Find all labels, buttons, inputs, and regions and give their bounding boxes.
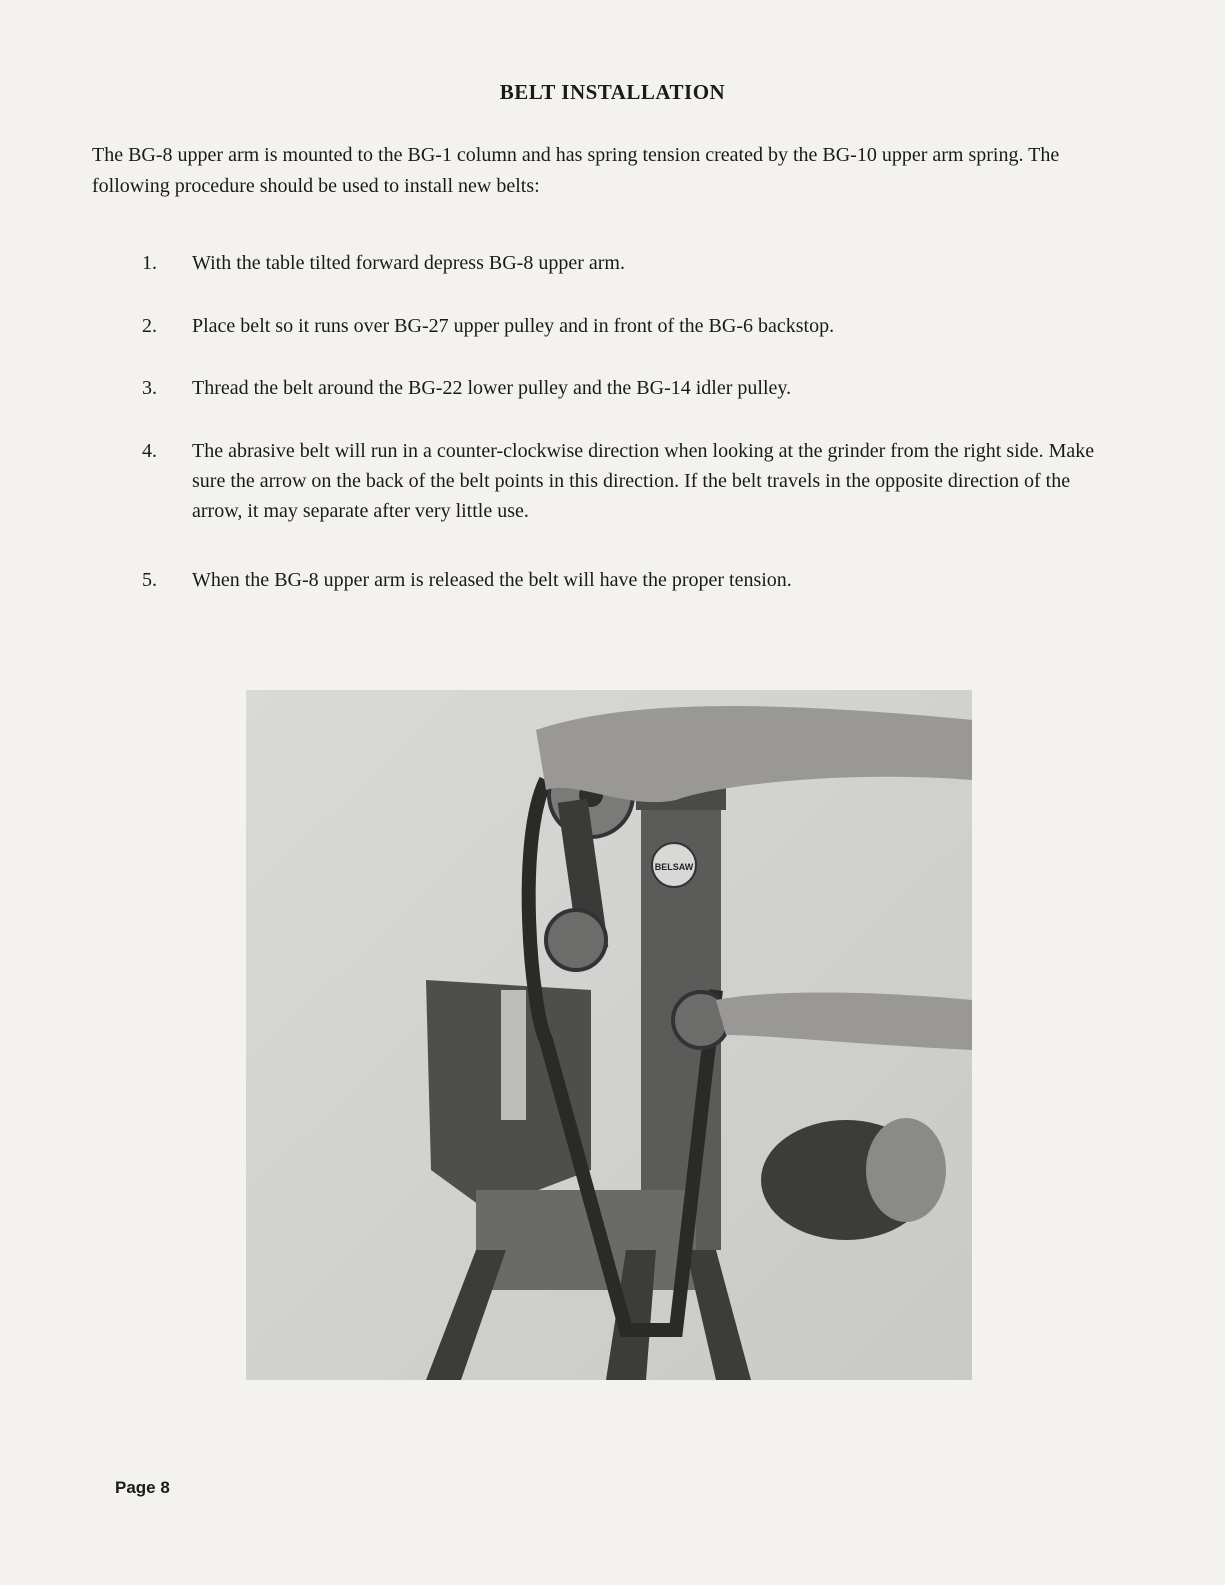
step-number: 1. [142, 252, 157, 274]
step-number: 2. [142, 315, 157, 337]
page-title: BELT INSTALLATION [499, 80, 726, 104]
badge-label: BELSAW [654, 862, 694, 872]
step-number: 3. [142, 377, 157, 399]
belt-installation-photo [246, 690, 972, 1380]
step-number: 4. [142, 440, 157, 462]
step-text: With the table tilted forward depress BG-8 upper arm. [192, 252, 625, 274]
page-number: Page 8 [115, 1478, 170, 1497]
step-text: When the BG-8 upper arm is released the belt will have the proper tension. [192, 569, 792, 591]
idler-pulley [546, 910, 606, 970]
step-text: Place belt so it runs over BG-27 upper pulley and in front of the BG-6 backstop. [192, 315, 835, 337]
intro-paragraph: The BG-8 upper arm is mounted to the BG-1 column and has spring tension created by the BG-10 upper arm spring. The following procedure should be used to install new belts: [92, 144, 1060, 197]
step-text: Thread the belt around the BG-22 lower pulley and the BG-14 idler pulley. [192, 377, 792, 399]
step-number: 5. [142, 569, 157, 591]
step-text: The abrasive belt will run in a counter-clockwise direction when looking at the grinder from the right side. Make sure the arrow on the back of the belt points in this direction. If the belt travels in the opposite direction of the arrow, it may separate after very little use. [192, 440, 1095, 522]
